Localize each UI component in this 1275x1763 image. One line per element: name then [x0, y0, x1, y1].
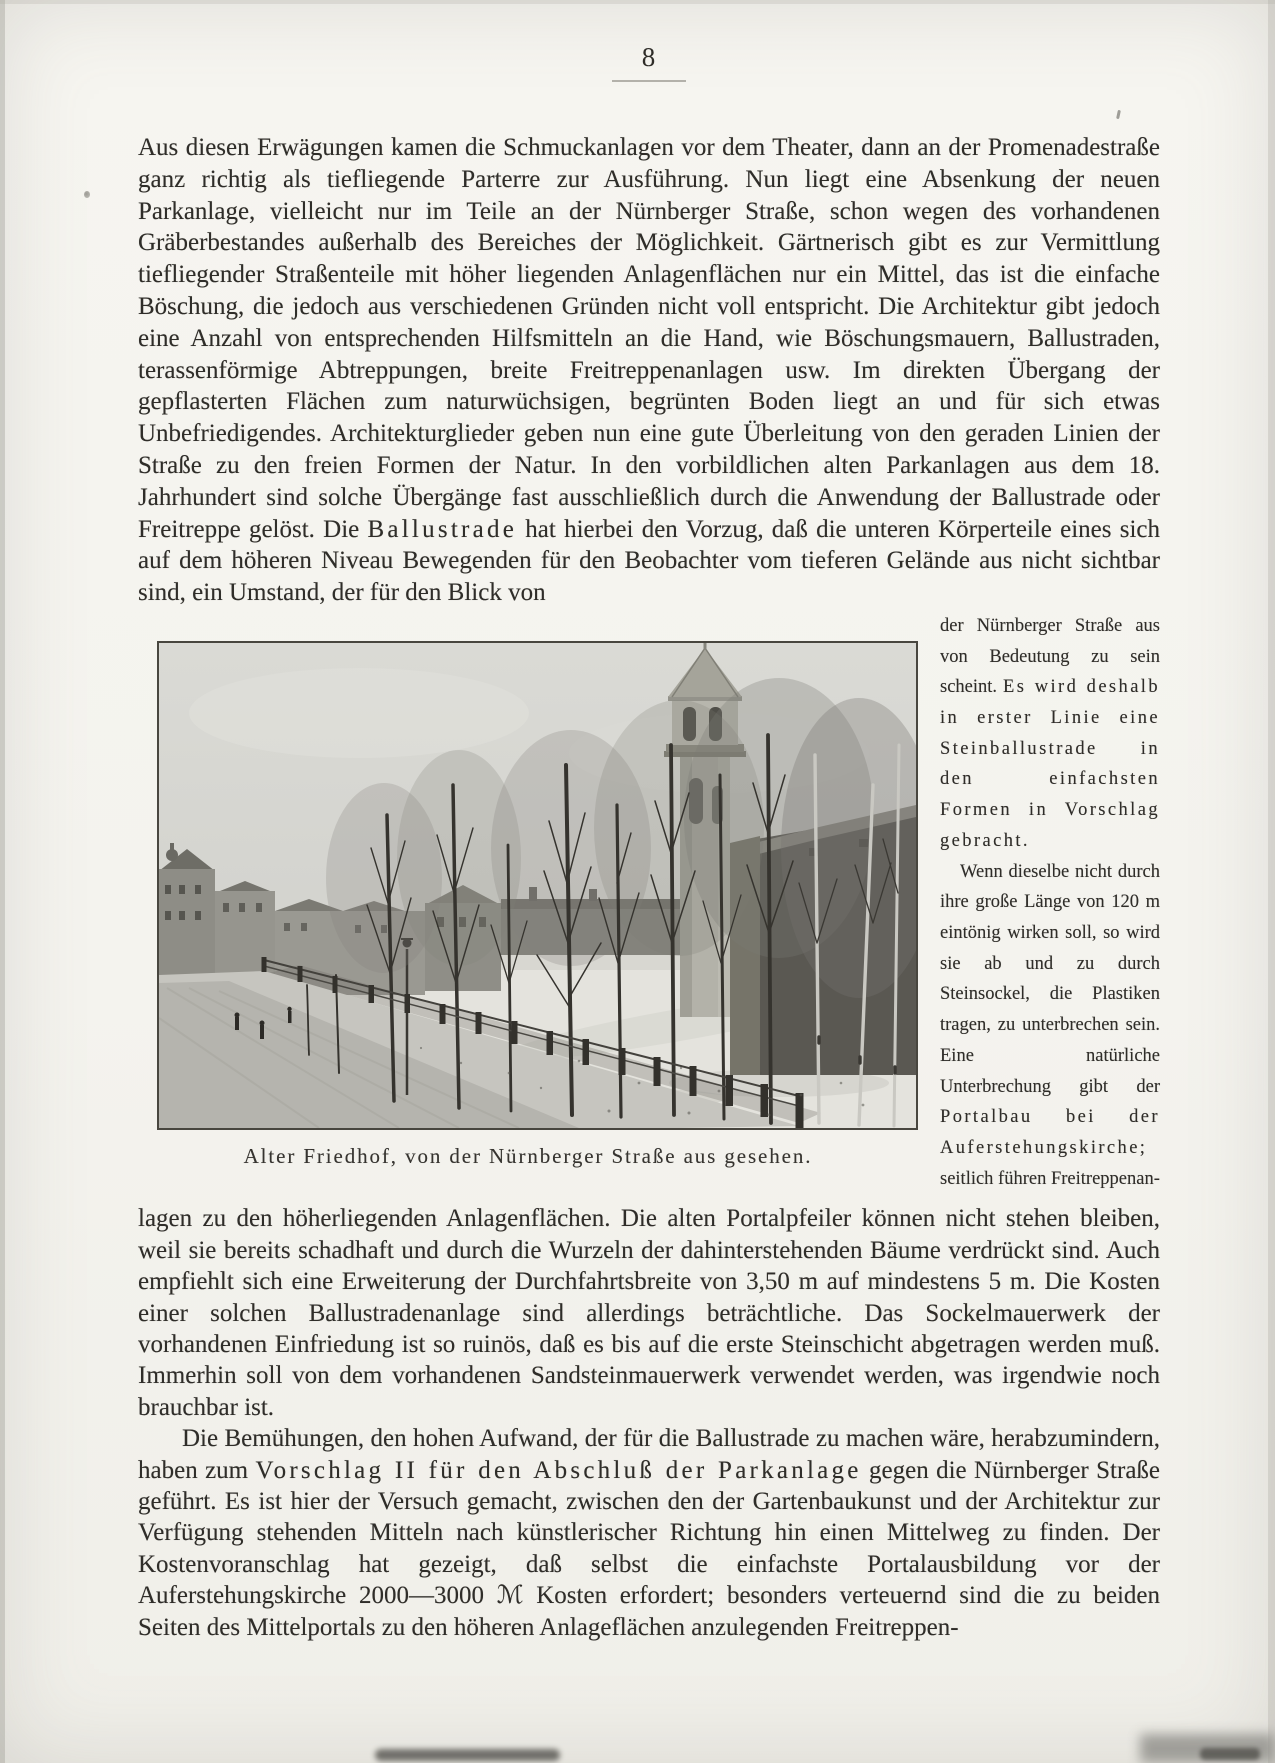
- figure-block: [138, 609, 918, 1169]
- scan-smudge: [375, 1749, 560, 1761]
- figure-and-sidetext-row: [138, 609, 1160, 1194]
- scan-edge-left: [0, 0, 5, 1763]
- text-column: [138, 0, 1160, 1643]
- page-number-rule: [612, 80, 686, 82]
- paragraph-1-continued: der Nürnberger Straße aus von Bedeutung zu sein scheint. Es wird deshalb in erster Linie eine Steinballustrade in den einfachsten Formen in Vorschlag gebracht.: [940, 615, 1161, 851]
- paragraph-3: Die Bemühungen, den hohen Aufwand, der für die Ballustrade zu machen wäre, herabzumindern, haben zum Vorschlag II für den Abschluß der Parkanlage gegen die Nürnberger Straße geführt. Es ist hier der Versuch gemacht, zwischen den der Gartenbaukunst und der Architektur zur Verfügung stehenden Mitteln nach künstlerischer Richtung hin einen Mittelweg zu finden. Der Kostenvoranschlag hat gezeigt, daß selbst die einfachste Portalausbildung vor der Auferstehungskirche 2000—3000 ℳ Kosten erfordert; besonders verteuernd sind die zu beiden Seiten des Mittelportals zu den höheren Anlageflächen anzulegenden Freitreppen-: [138, 1425, 1161, 1641]
- figure-photo: [157, 641, 918, 1130]
- scan-smudge: [1200, 1748, 1260, 1760]
- margin-speck: [84, 191, 90, 198]
- lower-text-block: [138, 1203, 1160, 1643]
- side-text-column: [918, 609, 1160, 1194]
- page-number: 8: [641, 42, 657, 72]
- page-header: [138, 42, 1160, 82]
- paragraph-1: Aus diesen Erwägungen kamen die Schmuckanlagen vor dem Theater, dann an der Promenadestraße ganz richtig als tiefliegende Parterre zur Ausführung. Nun liegt eine Absenkung der neuen Parkanlage, vielleicht nur im Teile an der Nürnberger Straße, schon wegen des vorhandenen Gräberbestandes außerhalb des Bereiches der Möglichkeit. Gärtnerisch gibt es zur Vermittlung tiefliegender Straßenteile mit höher liegenden Anlagenflächen nur ein Mittel, das ist die einfache Böschung, die jedoch aus verschiedenen Gründen nicht voll entspricht. Die Architektur gibt jedoch eine Anzahl von entsprechenden Hilfsmitteln an die Hand, wie Böschungsmauern, Ballustraden, terassenförmige Abtreppungen, breite Freitreppenanlagen usw. Im direkten Übergang der gepflasterten Flächen zum naturwüchsigen, begrünten Boden liegt an und für sich etwas Unbefriedigendes. Architekturglieder geben nun eine gute Überleitung von den geraden Linien der Straße zu den freien Formen der Natur. In den vorbildlichen alten Parkanlagen aus dem 18. Jahrhundert sind solche Übergänge fast ausschließlich durch die Anwendung der Ballustrade oder Freitreppe gelöst. Die Ballustrade hat hierbei den Vorzug, daß die unteren Körperteile eines sich auf dem höheren Niveau Bewegenden für den Beobachter vom tieferen Gelände aus nicht sichtbar sind, ein Umstand, der für den Blick von: [138, 134, 1160, 607]
- scan-edge-right: [1268, 0, 1275, 1763]
- figure-caption: Alter Friedhof, von der Nürnberger Straße aus gesehen.: [243, 1143, 813, 1168]
- paragraph-2-continued: lagen zu den höherliegenden Anlagenflächen. Die alten Portalpfeiler können nicht stehen bleiben, weil sie bereits schadhaft und durch die Wurzeln der dahinterstehenden Bäume verdrückt sind. Auch empfiehlt sich eine Erweiterung der Durchfahrtsbreite von 3,50 m auf mindestens 5 m. Die Kosten einer solchen Ballustradenanlage sind allerdings beträchtliche. Das Sockelmauerwerk der vorhandenen Einfriedung ist so ruinös, daß es bis auf die erste Steinschicht abgetragen werden muß. Immerhin soll von dem vorhandenen Sandsteinmauerwerk verwendet werden, was irgendwie noch brauchbar ist.: [138, 1205, 1160, 1421]
- paragraph-2: Wenn dieselbe nicht durch ihre große Länge von 120 m eintönig wirken soll, so wird sie ab und zu durch Steinsockel, die Plastiken tragen, zu unterbrechen sein. Eine natürliche Unterbrechung gibt der Portalbau bei der Auferstehungskirche; seitlich führen Freitreppenan-: [940, 861, 1160, 1189]
